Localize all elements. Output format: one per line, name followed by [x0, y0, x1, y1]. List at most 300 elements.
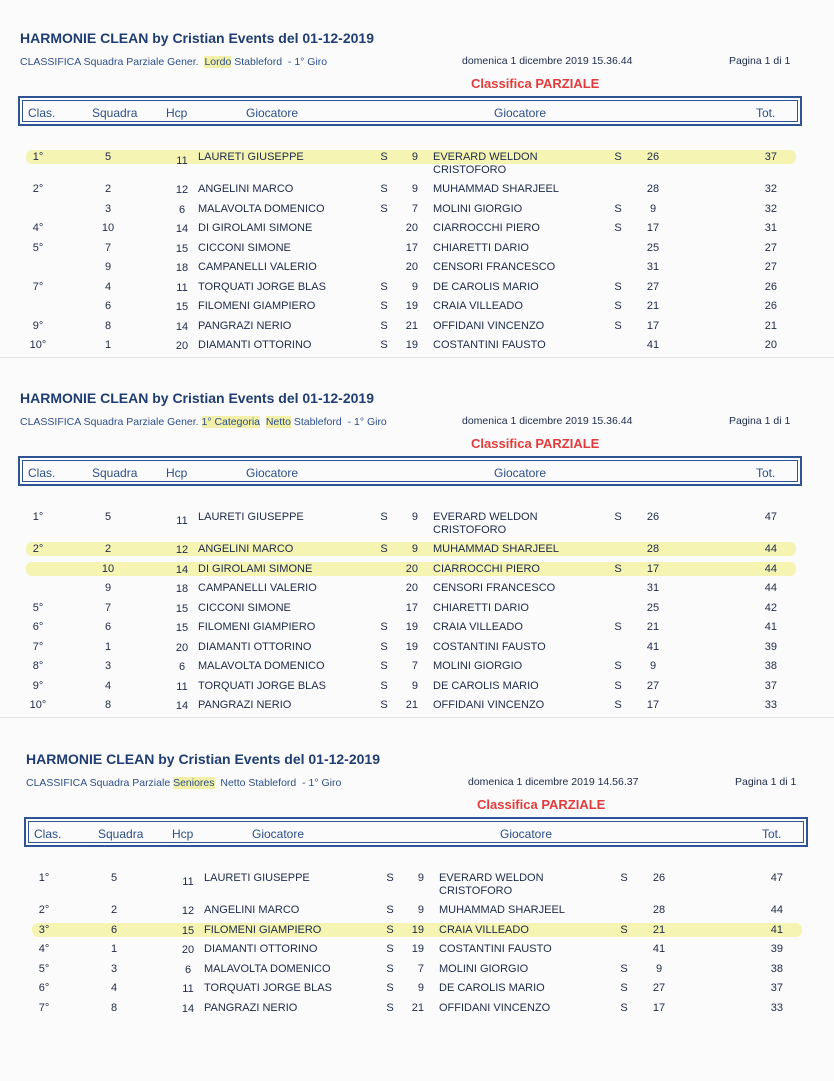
table-row: [0, 317, 834, 337]
cell-tot: 44: [764, 582, 777, 594]
cell-hcp2: 20: [405, 261, 418, 273]
cell-s1: S: [380, 660, 388, 672]
cell-g2: MUHAMMAD SHARJEEL: [433, 183, 559, 195]
cell-hcp2: 21: [411, 1001, 424, 1014]
cell-squadra: 3: [110, 962, 118, 975]
cell-pts2: 41: [646, 640, 660, 653]
table-row: [0, 979, 834, 999]
cell-hcp2: 19: [411, 943, 424, 955]
cell-g1: TORQUATI JORGE BLAS: [198, 280, 326, 293]
cell-s2: S: [614, 280, 622, 293]
cell-clas: 5°: [32, 241, 44, 254]
cell-clas: 5°: [32, 601, 44, 614]
cell-s1: S: [386, 943, 394, 955]
cell-s1: S: [380, 280, 388, 293]
cell-clas: 7°: [32, 280, 44, 293]
cell-tot: 41: [770, 923, 783, 936]
cell-hcp2: 9: [411, 679, 418, 692]
cell-clas: 10°: [29, 699, 47, 711]
cell-squadra: 4: [104, 679, 112, 692]
cell-pts2: 9: [655, 962, 663, 975]
cell-hcp1: 14: [175, 223, 189, 235]
table-row: [0, 921, 834, 941]
cell-tot: 47: [764, 511, 777, 523]
cell-g1: PANGRAZI NERIO: [198, 699, 292, 711]
cell-g1: PANGRAZI NERIO: [198, 319, 292, 332]
page-indicator: Pagina 1 di 1: [729, 415, 791, 427]
cell-tot: 39: [770, 943, 783, 955]
cell-g2: COSTANTINI FAUSTO: [433, 640, 546, 653]
cell-s1: S: [386, 1001, 394, 1014]
cell-g1: FILOMENI GIAMPIERO: [198, 300, 316, 312]
cell-s1: S: [380, 621, 388, 633]
cell-hcp2: 19: [405, 300, 418, 312]
cell-tot: 38: [764, 660, 777, 672]
cell-squadra: 7: [104, 601, 112, 614]
cell-s1: S: [380, 300, 388, 312]
cell-hcp1: 11: [176, 515, 188, 527]
column-header-clas: Clas.: [34, 827, 62, 841]
cell-s1: S: [386, 923, 394, 936]
cell-g1: MALAVOLTA DOMENICO: [198, 202, 325, 215]
cell-g2: MUHAMMAD SHARJEEL: [433, 543, 559, 555]
cell-hcp2: 9: [411, 511, 418, 523]
cell-pts2: 17: [646, 222, 660, 234]
cell-s1: S: [386, 962, 394, 975]
subtitle-part: [260, 416, 266, 428]
column-header-giocatore1: Giocatore: [246, 106, 299, 120]
cell-g2: DE CAROLIS MARIO: [433, 679, 539, 692]
cell-g2: CIARROCCHI PIERO: [433, 222, 540, 234]
report-section: [0, 360, 834, 720]
cell-g2: CENSORI FRANCESCO: [433, 261, 556, 273]
cell-g1: FILOMENI GIAMPIERO: [198, 621, 316, 633]
cell-g2: MOLINI GIORGIO: [433, 202, 523, 215]
cell-s2: S: [614, 511, 622, 523]
subtitle-part: CLASSIFICA Squadra Parziale Gener.: [20, 56, 205, 68]
cell-g1: TORQUATI JORGE BLAS: [198, 679, 326, 692]
cell-g2: MOLINI GIORGIO: [433, 660, 523, 672]
cell-pts2: 9: [649, 660, 657, 672]
cell-pts2: 26: [646, 151, 660, 163]
cell-squadra: 2: [104, 183, 112, 195]
cell-g2: CRAIA VILLEADO: [439, 923, 529, 936]
report-subtitle: [20, 416, 387, 428]
cell-hcp1: 6: [178, 661, 186, 673]
cell-s2: S: [620, 982, 628, 994]
cell-clas: 4°: [32, 222, 44, 234]
cell-s1: S: [386, 872, 394, 884]
cell-g1: PANGRAZI NERIO: [204, 1001, 298, 1014]
page-indicator: Pagina 1 di 1: [729, 55, 791, 67]
cell-clas: 9°: [32, 679, 44, 692]
subtitle-part: CLASSIFICA Squadra Parziale: [26, 777, 174, 789]
cell-g1: DIAMANTI OTTORINO: [198, 339, 312, 351]
column-header-clas: Clas.: [28, 106, 56, 120]
cell-tot: 26: [764, 300, 777, 312]
report-title: HARMONIE CLEAN by Cristian Events del 01-12-2019: [26, 751, 380, 767]
cell-tot: 42: [764, 601, 777, 614]
cell-s2: S: [620, 962, 628, 975]
cell-hcp2: 7: [411, 202, 418, 215]
cell-hcp1: 6: [184, 963, 192, 976]
cell-hcp1: 12: [181, 905, 195, 917]
cell-g2: EVERARD WELDON CRISTOFORO: [433, 151, 538, 176]
cell-pts2: 17: [646, 319, 660, 332]
cell-s2: S: [614, 151, 622, 163]
cell-g2: COSTANTINI FAUSTO: [439, 943, 552, 955]
report-section: [0, 0, 834, 360]
cell-hcp1: 15: [175, 622, 189, 634]
cell-hcp2: 21: [405, 319, 418, 332]
cell-s2: S: [614, 300, 622, 312]
report-date: domenica 1 dicembre 2019 14.56.37: [468, 776, 639, 788]
cell-tot: 44: [764, 562, 777, 575]
cell-hcp1: 20: [175, 641, 189, 654]
cell-g1: DI GIROLAMI SIMONE: [198, 222, 313, 234]
cell-tot: 41: [764, 621, 777, 633]
cell-s1: S: [380, 640, 388, 653]
cell-s2: S: [614, 562, 622, 575]
cell-s1: S: [380, 511, 388, 523]
cell-hcp2: 17: [405, 601, 418, 614]
cell-hcp1: 20: [181, 944, 195, 956]
table-row: [0, 278, 834, 298]
report-title: HARMONIE CLEAN by Cristian Events del 01-12-2019: [20, 30, 374, 46]
table-row: [0, 560, 834, 580]
cell-clas: 1°: [38, 872, 50, 884]
subtitle-part: Stableford - 1° Giro: [231, 56, 328, 68]
cell-pts2: 25: [646, 601, 660, 614]
cell-g1: TORQUATI JORGE BLAS: [204, 982, 332, 994]
column-header-squadra: Squadra: [98, 827, 144, 841]
cell-squadra: 2: [104, 543, 112, 555]
cell-hcp1: 6: [178, 203, 186, 216]
cell-pts2: 9: [649, 202, 657, 215]
column-header-giocatore1: Giocatore: [252, 827, 305, 841]
cell-tot: 21: [764, 319, 777, 332]
column-header-giocatore2: Giocatore: [494, 106, 547, 120]
cell-squadra: 8: [110, 1001, 118, 1014]
cell-pts2: 41: [652, 943, 666, 955]
column-header-hcp: Hcp: [166, 106, 188, 120]
table-row: [0, 677, 834, 697]
report-subtitle: [20, 56, 327, 68]
cell-squadra: 6: [104, 621, 112, 633]
cell-hcp1: 15: [175, 602, 189, 615]
cell-g1: LAURETI GIUSEPPE: [204, 872, 310, 884]
cell-squadra: 10: [101, 562, 115, 575]
column-header-hcp: Hcp: [172, 827, 194, 841]
table-row: [0, 696, 834, 716]
cell-hcp1: 14: [175, 700, 189, 712]
cell-clas: 7°: [32, 640, 44, 653]
cell-clas: 9°: [32, 319, 44, 332]
cell-tot: 27: [764, 241, 777, 254]
cell-g1: CAMPANELLI VALERIO: [198, 261, 317, 273]
cell-s1: S: [380, 339, 388, 351]
table-row: [0, 297, 834, 317]
cell-hcp2: 9: [417, 982, 424, 994]
cell-s2: S: [620, 872, 628, 884]
cell-g1: LAURETI GIUSEPPE: [198, 511, 304, 523]
cell-clas: 2°: [32, 543, 44, 555]
cell-s2: S: [614, 222, 622, 234]
cell-tot: 32: [764, 183, 777, 195]
cell-g2: DE CAROLIS MARIO: [439, 982, 545, 994]
cell-pts2: 28: [646, 543, 660, 555]
cell-hcp2: 20: [405, 222, 418, 234]
report-subtitle: [26, 777, 341, 789]
cell-hcp2: 20: [405, 562, 418, 575]
cell-hcp1: 11: [182, 983, 194, 995]
cell-g1: CICCONI SIMONE: [198, 601, 291, 614]
cell-pts2: 27: [652, 982, 666, 994]
cell-hcp2: 9: [411, 543, 418, 555]
cell-s1: S: [380, 679, 388, 692]
cell-g1: ANGELINI MARCO: [198, 543, 294, 555]
table-row: [0, 180, 834, 200]
cell-clas: 4°: [38, 943, 50, 955]
cell-squadra: 3: [104, 660, 112, 672]
section-divider: [0, 357, 834, 358]
cell-pts2: 28: [652, 904, 666, 916]
subtitle-part: CLASSIFICA Squadra Parziale Gener.: [20, 416, 202, 428]
cell-g1: FILOMENI GIAMPIERO: [204, 923, 322, 936]
cell-hcp1: 11: [176, 155, 188, 167]
cell-hcp1: 11: [176, 281, 188, 294]
cell-clas: 2°: [32, 183, 44, 195]
table-row: [0, 999, 834, 1019]
cell-pts2: 25: [646, 241, 660, 254]
cell-g2: MOLINI GIORGIO: [439, 962, 529, 975]
cell-hcp2: 9: [417, 904, 424, 916]
cell-g1: CAMPANELLI VALERIO: [198, 582, 317, 594]
cell-hcp1: 14: [175, 563, 189, 576]
cell-hcp2: 19: [405, 621, 418, 633]
cell-hcp1: 12: [175, 544, 189, 556]
cell-g1: DIAMANTI OTTORINO: [204, 943, 318, 955]
table-header: [24, 817, 808, 847]
cell-hcp1: 15: [175, 301, 189, 313]
cell-s1: S: [380, 202, 388, 215]
cell-g2: OFFIDANI VINCENZO: [439, 1001, 551, 1014]
cell-clas: 3°: [38, 923, 50, 936]
column-header-tot: Tot.: [762, 827, 782, 841]
cell-s1: S: [380, 151, 388, 163]
cell-pts2: 17: [646, 562, 660, 575]
cell-hcp1: 15: [175, 242, 189, 255]
cell-pts2: 21: [646, 621, 660, 633]
cell-hcp1: 18: [175, 262, 189, 274]
cell-tot: 37: [770, 982, 783, 994]
cell-g1: MALAVOLTA DOMENICO: [204, 962, 331, 975]
cell-hcp1: 11: [176, 680, 188, 693]
table-row: [0, 869, 834, 901]
cell-clas: 7°: [38, 1001, 50, 1014]
cell-pts2: 31: [646, 582, 660, 594]
cell-hcp1: 14: [175, 320, 189, 333]
table-row: [0, 599, 834, 619]
cell-tot: 31: [764, 222, 777, 234]
cell-hcp2: 17: [405, 241, 418, 254]
cell-g2: OFFIDANI VINCENZO: [433, 699, 545, 711]
cell-s2: S: [620, 1001, 628, 1014]
cell-pts2: 27: [646, 679, 660, 692]
column-header-giocatore1: Giocatore: [246, 466, 299, 480]
cell-hcp1: 15: [181, 924, 195, 937]
table-row: [0, 336, 834, 356]
report-date: domenica 1 dicembre 2019 15.36.44: [462, 415, 633, 427]
table-row: [0, 148, 834, 180]
cell-g2: CHIARETTI DARIO: [433, 241, 529, 254]
cell-pts2: 17: [646, 699, 660, 711]
cell-pts2: 28: [646, 183, 660, 195]
cell-squadra: 7: [104, 241, 112, 254]
cell-s1: S: [386, 982, 394, 994]
cell-squadra: 8: [104, 319, 112, 332]
cell-hcp2: 7: [417, 962, 424, 975]
table-header: [18, 456, 802, 486]
cell-g2: CRAIA VILLEADO: [433, 300, 523, 312]
table-row: [0, 579, 834, 599]
cell-tot: 47: [770, 872, 783, 884]
cell-squadra: 6: [104, 300, 112, 312]
table-row: [0, 540, 834, 560]
cell-g2: EVERARD WELDON CRISTOFORO: [433, 511, 538, 536]
cell-pts2: 26: [652, 872, 666, 884]
cell-clas: 10°: [29, 339, 47, 351]
cell-squadra: 4: [104, 280, 112, 293]
cell-s2: S: [614, 679, 622, 692]
cell-g2: EVERARD WELDON CRISTOFORO: [439, 872, 544, 897]
cell-squadra: 3: [104, 202, 112, 215]
cell-squadra: 5: [110, 872, 118, 884]
table-row: [0, 200, 834, 220]
cell-g2: DE CAROLIS MARIO: [433, 280, 539, 293]
table-row: [0, 239, 834, 259]
cell-tot: 32: [764, 202, 777, 215]
cell-s2: S: [614, 621, 622, 633]
cell-tot: 33: [770, 1001, 783, 1014]
cell-tot: 20: [764, 339, 777, 351]
cell-g1: DI GIROLAMI SIMONE: [198, 562, 313, 575]
classifica-parziale-label: Classifica PARZIALE: [471, 436, 600, 451]
cell-hcp1: 12: [175, 184, 189, 196]
cell-g1: ANGELINI MARCO: [198, 183, 294, 195]
section-divider: [0, 717, 834, 718]
cell-hcp2: 20: [405, 582, 418, 594]
cell-clas: 5°: [38, 962, 50, 975]
cell-s2: S: [614, 660, 622, 672]
cell-hcp1: 11: [182, 876, 194, 888]
cell-tot: 44: [764, 543, 777, 555]
cell-tot: 39: [764, 640, 777, 653]
cell-hcp1: 14: [181, 1002, 195, 1015]
table-row: [0, 219, 834, 239]
classifica-parziale-label: Classifica PARZIALE: [477, 797, 606, 812]
cell-g1: LAURETI GIUSEPPE: [198, 151, 304, 163]
cell-clas: 1°: [32, 151, 44, 163]
subtitle-part: Lordo: [204, 56, 232, 68]
cell-hcp2: 21: [405, 699, 418, 711]
cell-g2: OFFIDANI VINCENZO: [433, 319, 545, 332]
table-header: [18, 96, 802, 126]
cell-tot: 27: [764, 261, 777, 273]
table-row: [0, 960, 834, 980]
cell-pts2: 21: [652, 923, 666, 936]
column-header-giocatore2: Giocatore: [500, 827, 553, 841]
subtitle-part: Seniores: [173, 777, 215, 789]
subtitle-part: Netto: [265, 416, 291, 428]
cell-g1: DIAMANTI OTTORINO: [198, 640, 312, 653]
cell-squadra: 2: [110, 904, 118, 916]
column-header-squadra: Squadra: [92, 466, 138, 480]
cell-g2: COSTANTINI FAUSTO: [433, 339, 546, 351]
cell-g1: ANGELINI MARCO: [204, 904, 300, 916]
cell-hcp1: 18: [175, 583, 189, 595]
cell-squadra: 4: [110, 982, 118, 994]
cell-clas: 1°: [32, 511, 44, 523]
cell-clas: 6°: [32, 621, 44, 633]
cell-pts2: 31: [646, 261, 660, 273]
cell-pts2: 26: [646, 511, 660, 523]
table-row: [0, 618, 834, 638]
cell-squadra: 1: [104, 640, 112, 653]
report-section: [0, 721, 834, 1081]
cell-squadra: 5: [104, 511, 112, 523]
subtitle-part: Netto Stableford - 1° Giro: [214, 777, 342, 789]
cell-g1: MALAVOLTA DOMENICO: [198, 660, 325, 672]
cell-hcp2: 9: [411, 183, 418, 195]
cell-s2: S: [614, 319, 622, 332]
cell-squadra: 5: [104, 151, 112, 163]
cell-s1: S: [386, 904, 394, 916]
cell-hcp1: 20: [175, 340, 189, 352]
cell-s1: S: [380, 183, 388, 195]
cell-pts2: 21: [646, 300, 660, 312]
column-header-tot: Tot.: [756, 466, 776, 480]
cell-tot: 26: [764, 280, 777, 293]
cell-hcp2: 9: [411, 151, 418, 163]
cell-squadra: 8: [104, 699, 112, 711]
cell-squadra: 10: [101, 222, 115, 234]
classifica-parziale-label: Classifica PARZIALE: [471, 76, 600, 91]
cell-g2: CIARROCCHI PIERO: [433, 562, 540, 575]
cell-g2: CHIARETTI DARIO: [433, 601, 529, 614]
cell-hcp2: 7: [411, 660, 418, 672]
cell-pts2: 27: [646, 280, 660, 293]
cell-clas: 6°: [38, 982, 50, 994]
cell-hcp2: 19: [405, 640, 418, 653]
cell-pts2: 17: [652, 1001, 666, 1014]
column-header-tot: Tot.: [756, 106, 776, 120]
cell-clas: 2°: [38, 904, 50, 916]
cell-tot: 38: [770, 962, 783, 975]
cell-g1: CICCONI SIMONE: [198, 241, 291, 254]
cell-g2: MUHAMMAD SHARJEEL: [439, 904, 565, 916]
cell-pts2: 41: [646, 339, 660, 351]
subtitle-part: Stableford - 1° Giro: [290, 416, 387, 428]
cell-g2: CENSORI FRANCESCO: [433, 582, 556, 594]
cell-hcp2: 9: [417, 872, 424, 884]
column-header-giocatore2: Giocatore: [494, 466, 547, 480]
table-row: [0, 258, 834, 278]
cell-hcp2: 19: [411, 923, 424, 936]
cell-s2: S: [614, 699, 622, 711]
report-date: domenica 1 dicembre 2019 15.36.44: [462, 55, 633, 67]
table-row: [0, 901, 834, 921]
